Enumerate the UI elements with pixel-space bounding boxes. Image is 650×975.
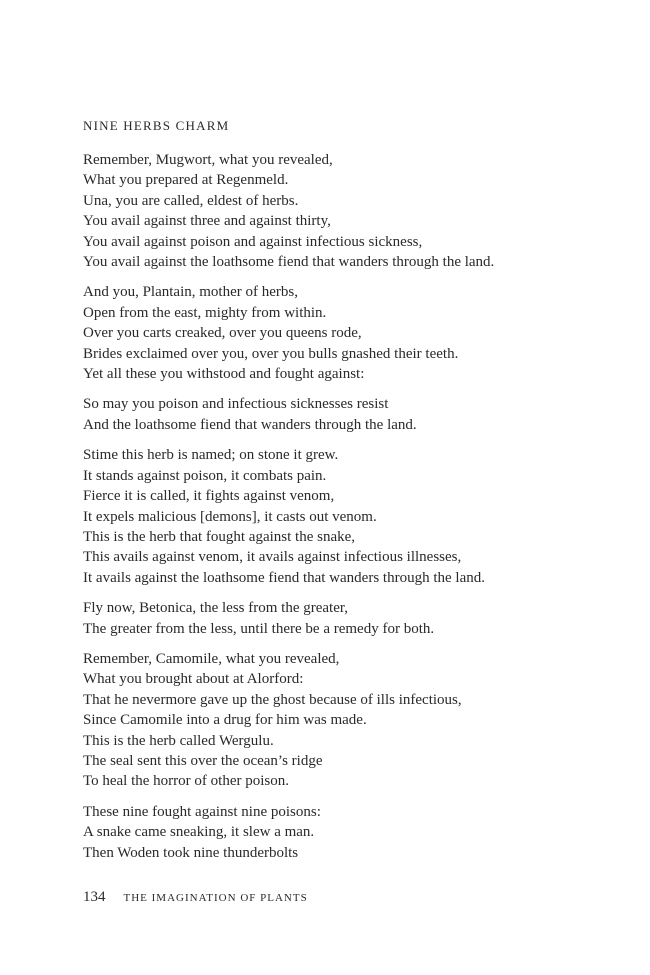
poem-line: To heal the horror of other poison. — [83, 773, 289, 790]
section-heading: NINE HERBS CHARM — [83, 118, 230, 133]
poem-line: The seal sent this over the ocean’s ridge — [83, 752, 323, 769]
stanza — [83, 802, 623, 863]
page-number: 134 — [83, 889, 106, 905]
poem-line: It stands against poison, it combats pain. — [83, 467, 327, 484]
poem-body — [83, 150, 623, 873]
poem-line: Then Woden took nine thunderbolts — [83, 844, 299, 861]
poem-line: You avail against three and against thirty, — [83, 213, 331, 230]
stanza — [83, 598, 623, 639]
poem-line: Remember, Camomile, what you revealed, — [83, 650, 340, 667]
poem-line: Fly now, Betonica, the less from the greater, — [83, 600, 349, 617]
poem-line: What you brought about at Alorford: — [83, 671, 304, 688]
poem-line: Open from the east, mighty from within. — [83, 304, 327, 321]
stanza — [83, 445, 623, 588]
poem-line: And the loathsome fiend that wanders through the land. — [83, 416, 417, 433]
poem-line: Over you carts creaked, over you queens rode, — [83, 325, 362, 342]
poem-line: Yet all these you withstood and fought against: — [83, 366, 365, 383]
poem-line: You avail against poison and against infectious sickness, — [83, 233, 423, 250]
poem-line: This avails against venom, it avails against infectious illnesses, — [83, 549, 462, 566]
poem-line: Stime this herb is named; on stone it grew. — [83, 447, 339, 464]
poem-line: Brides exclaimed over you, over you bulls gnashed their teeth. — [83, 345, 459, 362]
poem-line: A snake came sneaking, it slew a man. — [83, 824, 315, 841]
stanza — [83, 282, 623, 384]
poem-line: So may you poison and infectious sicknesses resist — [83, 396, 389, 413]
poem-line: That he nevermore gave up the ghost because of ills infectious, — [83, 691, 462, 708]
poem-line: These nine fought against nine poisons: — [83, 803, 321, 820]
poem-line: Since Camomile into a drug for him was made. — [83, 712, 367, 729]
poem-line: Remember, Mugwort, what you revealed, — [83, 152, 333, 168]
poem-line: It expels malicious [demons], it casts out venom. — [83, 508, 377, 525]
stanza — [83, 394, 623, 435]
poem-line: What you prepared at Regenmeld. — [83, 172, 289, 189]
poem-line: Una, you are called, eldest of herbs. — [83, 192, 299, 209]
poem-line: Fierce it is called, it fights against venom, — [83, 488, 335, 505]
poem-line: This is the herb called Wergulu. — [83, 732, 274, 749]
poem-line: It avails against the loathsome fiend that wanders through the land. — [83, 569, 485, 586]
poem-line: You avail against the loathsome fiend that wanders through the land. — [83, 254, 495, 271]
poem-line: And you, Plantain, mother of herbs, — [83, 284, 298, 301]
running-title: THE IMAGINATION OF PLANTS — [123, 892, 308, 904]
page-footer — [83, 888, 308, 906]
stanza — [83, 649, 623, 792]
poem-line: The greater from the less, until there be a remedy for both. — [83, 620, 435, 637]
stanza — [83, 150, 623, 272]
poem-line: This is the herb that fought against the snake, — [83, 528, 356, 545]
